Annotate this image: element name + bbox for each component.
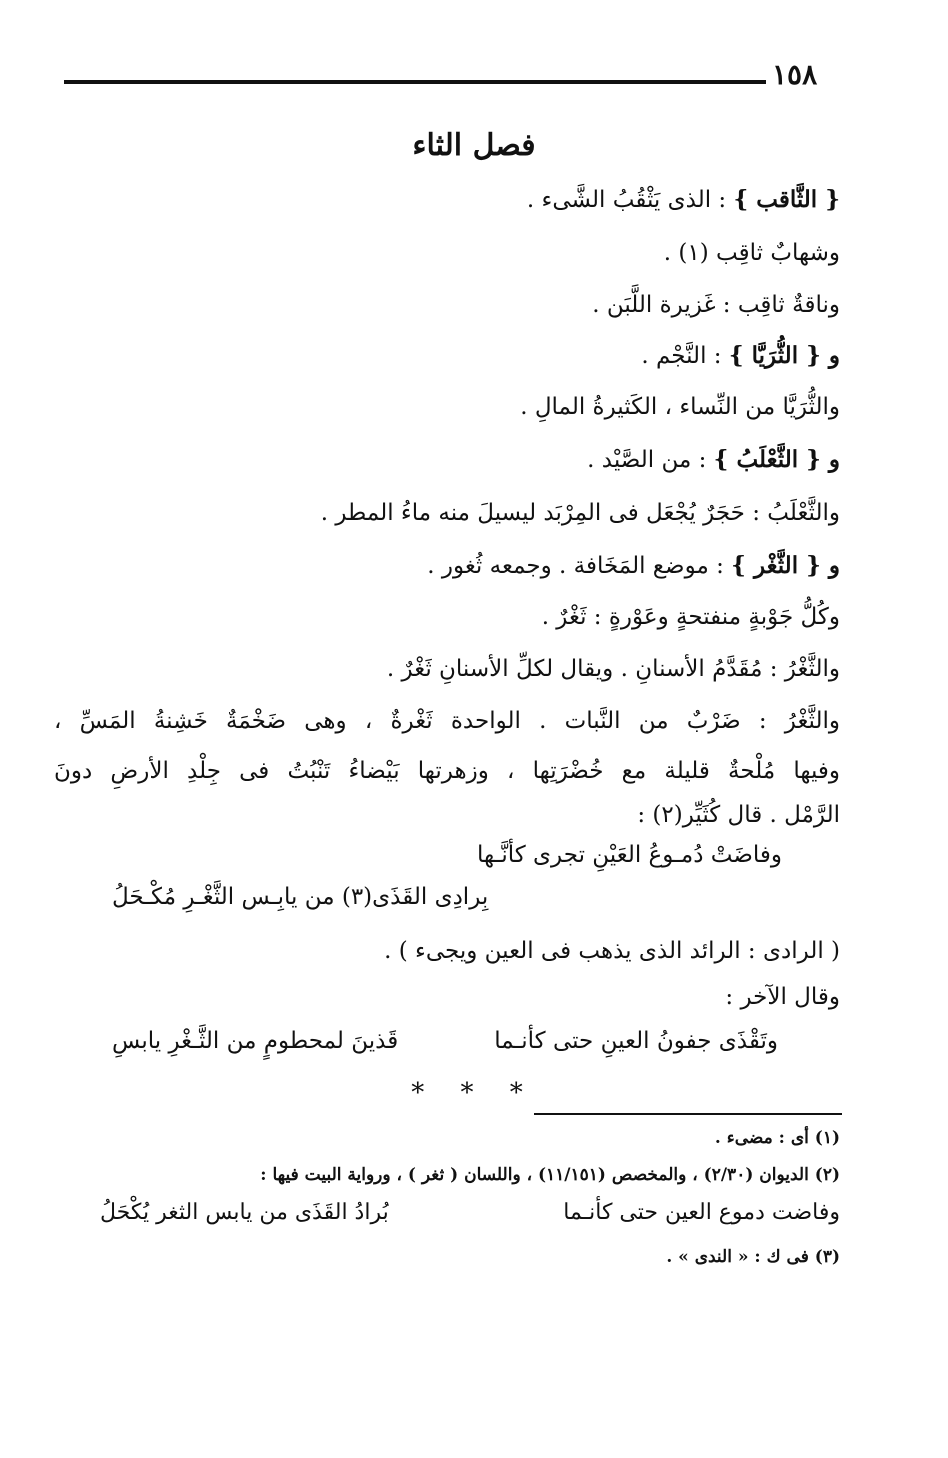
gloss-line: ( الرادى : الرائد الذى يذهب فى العين ويجىء ) . [384,938,840,964]
footnote-verse-first: وفاضت دموع العين حتى كأنـما [563,1200,840,1225]
entry-line [520,394,840,420]
footnote-2: (٢) الديوان (٢/٣٠) ، والمخصص (١١/١٥١) ، واللسان ( ثغر ) ، ورواية البيت فيها : [260,1165,840,1185]
entry-line [587,446,840,473]
headword: و { الثُّرَيَّا } [728,342,840,369]
footnote-verse-second: بُرادُ القَذَى من يابس الثغر يُكْحَلُ [100,1200,389,1225]
entry-line [637,802,840,828]
definition: وكُلُّ جَوْبةٍ منفتحةٍ وعَوْرةٍ : ثَغْرٌ . [541,604,840,630]
verse-second-hemistich: بِرادِى القَذَى(٣) من يابِـس الثَّغْـرِ مُكْـحَلُ [112,884,489,910]
definition: والثَّعْلَبُ : حَجَرٌ يُجْعَل فى المِرْبَد ليسيلَ منه ماءُ المطر . [320,500,840,526]
definition: وناقةٌ ثاقِب : غَزيرة اللَّبَن . [592,292,840,318]
section-title: فصل الثاء [412,128,536,163]
verse-second-hemistich: قَذينَ لمحطومٍ من الثَّـغْرِ يابسِ [112,1028,399,1054]
verse-first-hemistich: وفاضَتْ دُمـوعُ العَيْنِ تجرى كأنَّـها [477,842,782,868]
headword: و { الثَّغْر } [731,552,840,579]
entry-line [641,342,840,369]
verse-first-hemistich: وتَقْذَى جفونُ العينِ حتى كأنـما [494,1028,778,1054]
footnote-3: (٣) فى ك : « الندى » . [666,1247,840,1267]
definition: : النَّجْم . [641,343,729,369]
definition: : الذى يَثْقُبُ الشَّىء . [526,187,734,213]
header-rule [64,80,766,84]
definition: والثَّغْرُ : مُقَدَّمُ الأسنانِ . ويقال لكلِّ الأسنانِ ثَغْرٌ . [386,656,840,682]
headword: { الثَّاقب } [733,186,840,213]
headword: و { الثَّعْلَبُ } [713,446,840,473]
page-number: ١٥٨ [772,58,818,91]
entry-line [664,240,840,266]
footnote-1: (١) أى : مضىء . [714,1128,840,1148]
definition: وفيها مُلْحةٌ قليلة مع خُضْرَتِها ، وزهرتها بَيْضاءُ تَنْبُتُ فى جِلْدِ الأرضِ دونَ [54,758,840,784]
entry-line [592,292,840,318]
section-divider-stars: * * * [411,1078,537,1108]
entry-line [321,500,840,526]
definition: : موضع المَخَافة . وجمعه ثُغور . [427,553,732,579]
entry-line [54,758,840,784]
definition: وشهابٌ ثاقِب (١) . [663,240,840,266]
entry-line [54,708,840,734]
definition: والثَّغْرُ : ضَرْبٌ من النَّبات . الواحدة ثَغْرةٌ ، وهى ضَخْمَةٌ خَشِنةُ المَسِّ ، [54,708,840,734]
definition: : من الصَّيْد . [587,447,714,473]
footnote-rule [534,1113,842,1115]
entry-line [427,552,840,579]
quote-intro: وقال الآخر : [725,984,840,1010]
entry-line [387,656,840,682]
entry-line [527,186,840,213]
definition: الرَّمْل . قال كُثَيِّر(٢) : [637,802,840,828]
entry-line [542,604,840,630]
definition: والثُّرَيَّا من النِّساء ، الكَثيرةُ المالِ . [520,394,840,420]
